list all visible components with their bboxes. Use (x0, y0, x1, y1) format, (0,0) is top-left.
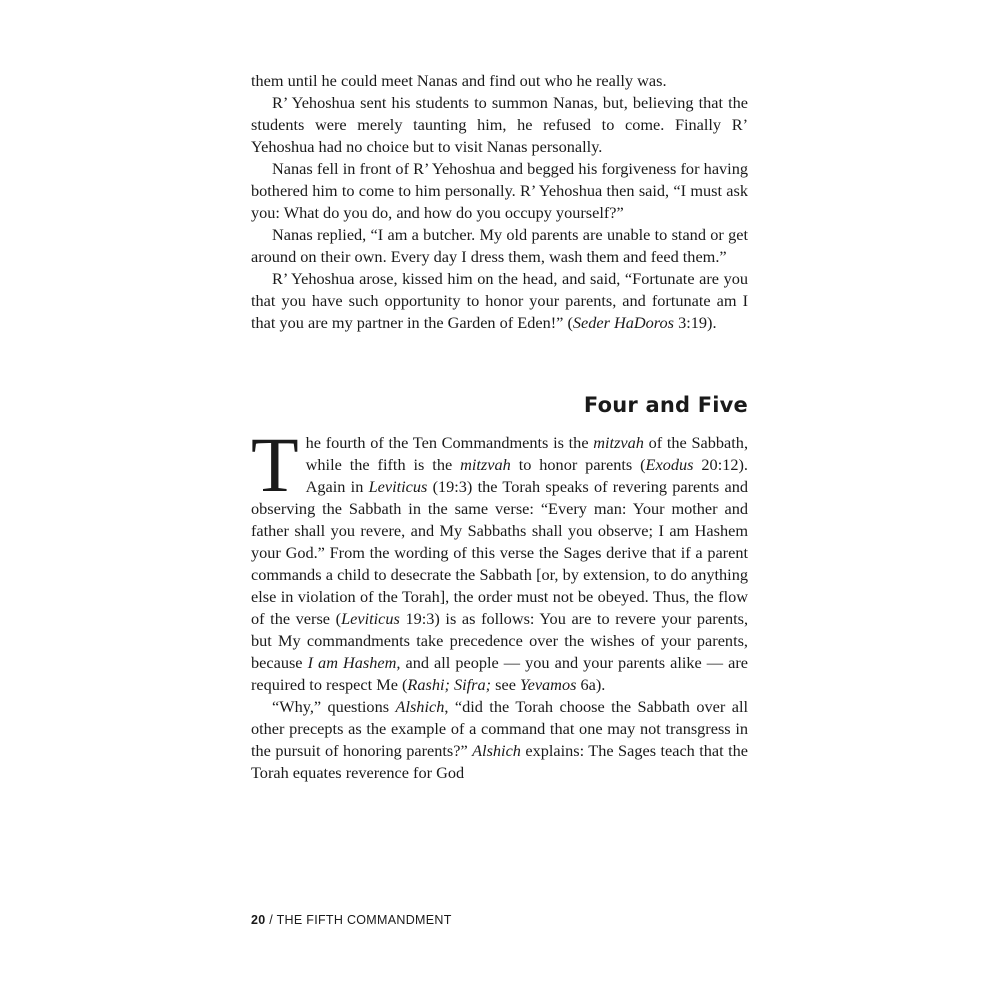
section-paragraph-1: The fourth of the Ten Commandments is the mitzvah of the Sabbath, while the fifth is the mitzvah to honor parents (Exodus 20:12). Again in Leviticus (19:3) the Torah speaks of revering parents and observing the Sabbath in the same verse: “Every man: Your mother and father shall you revere, and My Sabbaths shall you observe; I am Hashem your God.” From the wording of this verse the Sages derive that if a parent commands a child to desecrate the Sabbath [or, by extension, to do anything else in violation of the Torah], the order must not be obeyed. Thus, the flow of the verse (Leviticus 19:3) is as follows: You are to revere your parents, but My commandments take precedence over the wishes of your parents, because I am Hashem, and all people — you and your parents alike — are required to respect Me (Rashi; Sifra; see Yevamos 6a). (251, 421, 749, 694)
story-paragraph-2: R’ Yehoshua sent his students to summon Nanas, but, believing that the students were merely taunting him, he refused to come. Finally R’ Yehoshua had no choice but to visit Nanas personally. (251, 93, 748, 156)
story-paragraph-3: Nanas fell in front of R’ Yehoshua and begged his forgiveness for having bothered him to come to him personally. R’ Yehoshua then said, “I must ask you: What do you do, and how do you occupy yourself?” (251, 159, 748, 222)
story-paragraph-4: Nanas replied, “I am a butcher. My old parents are unable to stand or get around on their own. Every day I dress them, wash them and feed them.” (251, 225, 748, 266)
heading-spacer (251, 418, 748, 432)
source-citation: Seder HaDoros (572, 313, 675, 332)
section-spacer (251, 334, 748, 392)
page-number: 20 (251, 913, 266, 927)
story-paragraph-5: R’ Yehoshua arose, kissed him on the head, and said, “Fortunate are you that you have such opportunity to honor your parents, and fortunate am I that you are my partner in the Garden of Eden!” (Seder HaDoros 3:19). (251, 269, 748, 332)
page-body (251, 70, 748, 784)
running-title: THE FIFTH COMMANDMENT (276, 913, 452, 927)
section-paragraph-2: “Why,” questions Alshich, “did the Torah choose the Sabbath over all other precepts as the example of a command that one may not transgress in the pursuit of honoring parents?” Alshich explains: The Sages teach that the Torah equates reverence for God (251, 697, 748, 782)
section-heading: Four and Five (583, 393, 748, 417)
page-footer (251, 913, 452, 927)
footer-separator: / (265, 913, 277, 927)
drop-cap: T (251, 421, 299, 508)
story-paragraph-1: them until he could meet Nanas and find out who he really was. (251, 71, 667, 90)
